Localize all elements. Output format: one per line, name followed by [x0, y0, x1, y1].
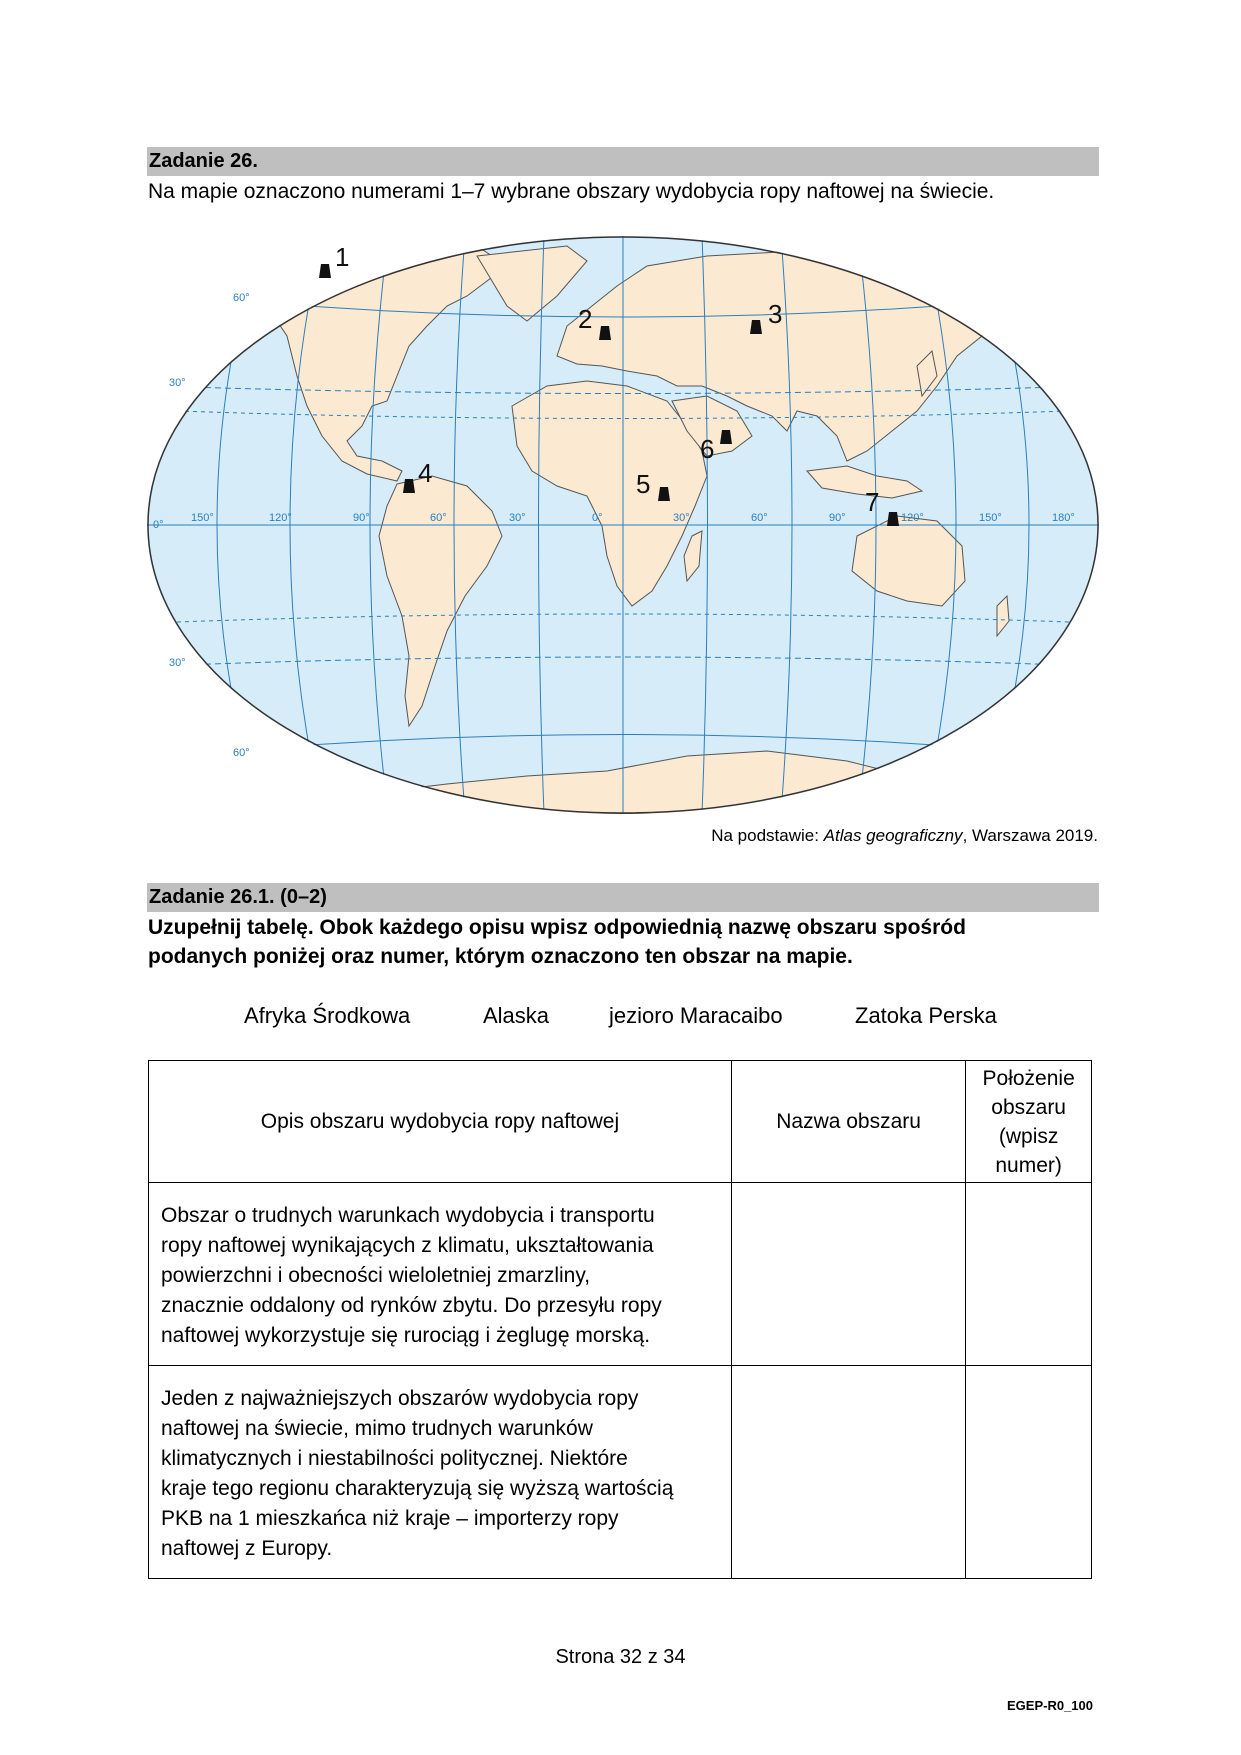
lon-label: 150°: [191, 512, 214, 524]
lon-label: 0°: [592, 512, 603, 524]
lat-label: 60°: [233, 292, 250, 304]
area-option: Alaska: [483, 1003, 550, 1028]
lon-label: 150°: [979, 512, 1002, 524]
svg-text:2: 2: [578, 304, 593, 334]
row-description: Obszar o trudnych warunkach wydobycia i transportu ropy naftowej wynikających z klimatu, ukształtowania powierzchni i obecności wieloletniej zmarzliny, znacznie oddalony od rynków zbytu. Do przesyłu ropy naftowej wykorzystuje się rurociąg i żeglugę morską.: [149, 1183, 732, 1366]
answer-number-cell[interactable]: [966, 1366, 1092, 1579]
world-map: [147, 236, 1099, 814]
lat-label: 0°: [153, 519, 164, 531]
lon-label: 120°: [901, 512, 924, 524]
task-header: Zadanie 26.: [147, 147, 1099, 176]
answer-name-cell[interactable]: [731, 1183, 965, 1366]
exam-code: EGEP-R0_100: [1007, 1698, 1093, 1713]
lon-label: 120°: [269, 512, 292, 524]
lon-label: 60°: [430, 512, 447, 524]
svg-text:3: 3: [768, 299, 783, 329]
col-header-name: Nazwa obszaru: [731, 1061, 965, 1183]
svg-text:5: 5: [636, 469, 651, 499]
answer-name-cell[interactable]: [731, 1366, 965, 1579]
lon-label: 90°: [353, 512, 370, 524]
page-number: Strona 32 z 34: [555, 1646, 686, 1668]
instruction-line-2: podanych poniżej oraz numer, którym oznaczono ten obszar na mapie.: [148, 945, 853, 968]
svg-text:6: 6: [700, 434, 715, 464]
answer-number-cell[interactable]: [966, 1183, 1092, 1366]
svg-text:1: 1: [335, 242, 350, 272]
lat-label: 30°: [169, 377, 186, 389]
lat-label: 60°: [233, 747, 250, 759]
area-option: jezioro Maracaibo: [609, 1003, 783, 1028]
col-header-description: Opis obszaru wydobycia ropy naftowej: [149, 1061, 732, 1183]
answer-table: [148, 1060, 1092, 1579]
lon-label: 60°: [751, 512, 768, 524]
svg-text:4: 4: [418, 458, 433, 488]
svg-text:7: 7: [865, 487, 880, 517]
area-option: Afryka Środkowa: [244, 1003, 411, 1028]
table-row: [149, 1183, 1092, 1366]
row-description: Jeden z najważniejszych obszarów wydobycia ropy naftowej na świecie, mimo trudnych warunków klimatycznych i niestabilności politycznej. Niektóre kraje tego regionu charakteryzują się wyższą wartością PKB na 1 mieszkańca niż kraje – importerzy ropy naftowej z Europy.: [149, 1366, 732, 1579]
lon-label: 90°: [829, 512, 846, 524]
lon-label: 180°: [1052, 512, 1075, 524]
area-option: Zatoka Perska: [855, 1003, 997, 1028]
col-header-number: Położenie obszaru (wpisz numer): [966, 1061, 1092, 1183]
subtask-header: Zadanie 26.1. (0–2): [147, 883, 1099, 912]
lon-label: 30°: [509, 512, 526, 524]
oil-marker-1: [319, 242, 349, 278]
lon-label: 30°: [673, 512, 690, 524]
task-intro: Na mapie oznaczono numerami 1–7 wybrane obszary wydobycia ropy naftowej na świecie.: [148, 180, 995, 203]
map-source: Na podstawie: Atlas geograficzny, Warszawa 2019.: [711, 826, 1098, 845]
table-row: [149, 1366, 1092, 1579]
instruction-line-1: Uzupełnij tabelę. Obok każdego opisu wpisz odpowiednią nazwę obszaru spośród: [148, 916, 966, 939]
lat-label: 30°: [169, 657, 186, 669]
